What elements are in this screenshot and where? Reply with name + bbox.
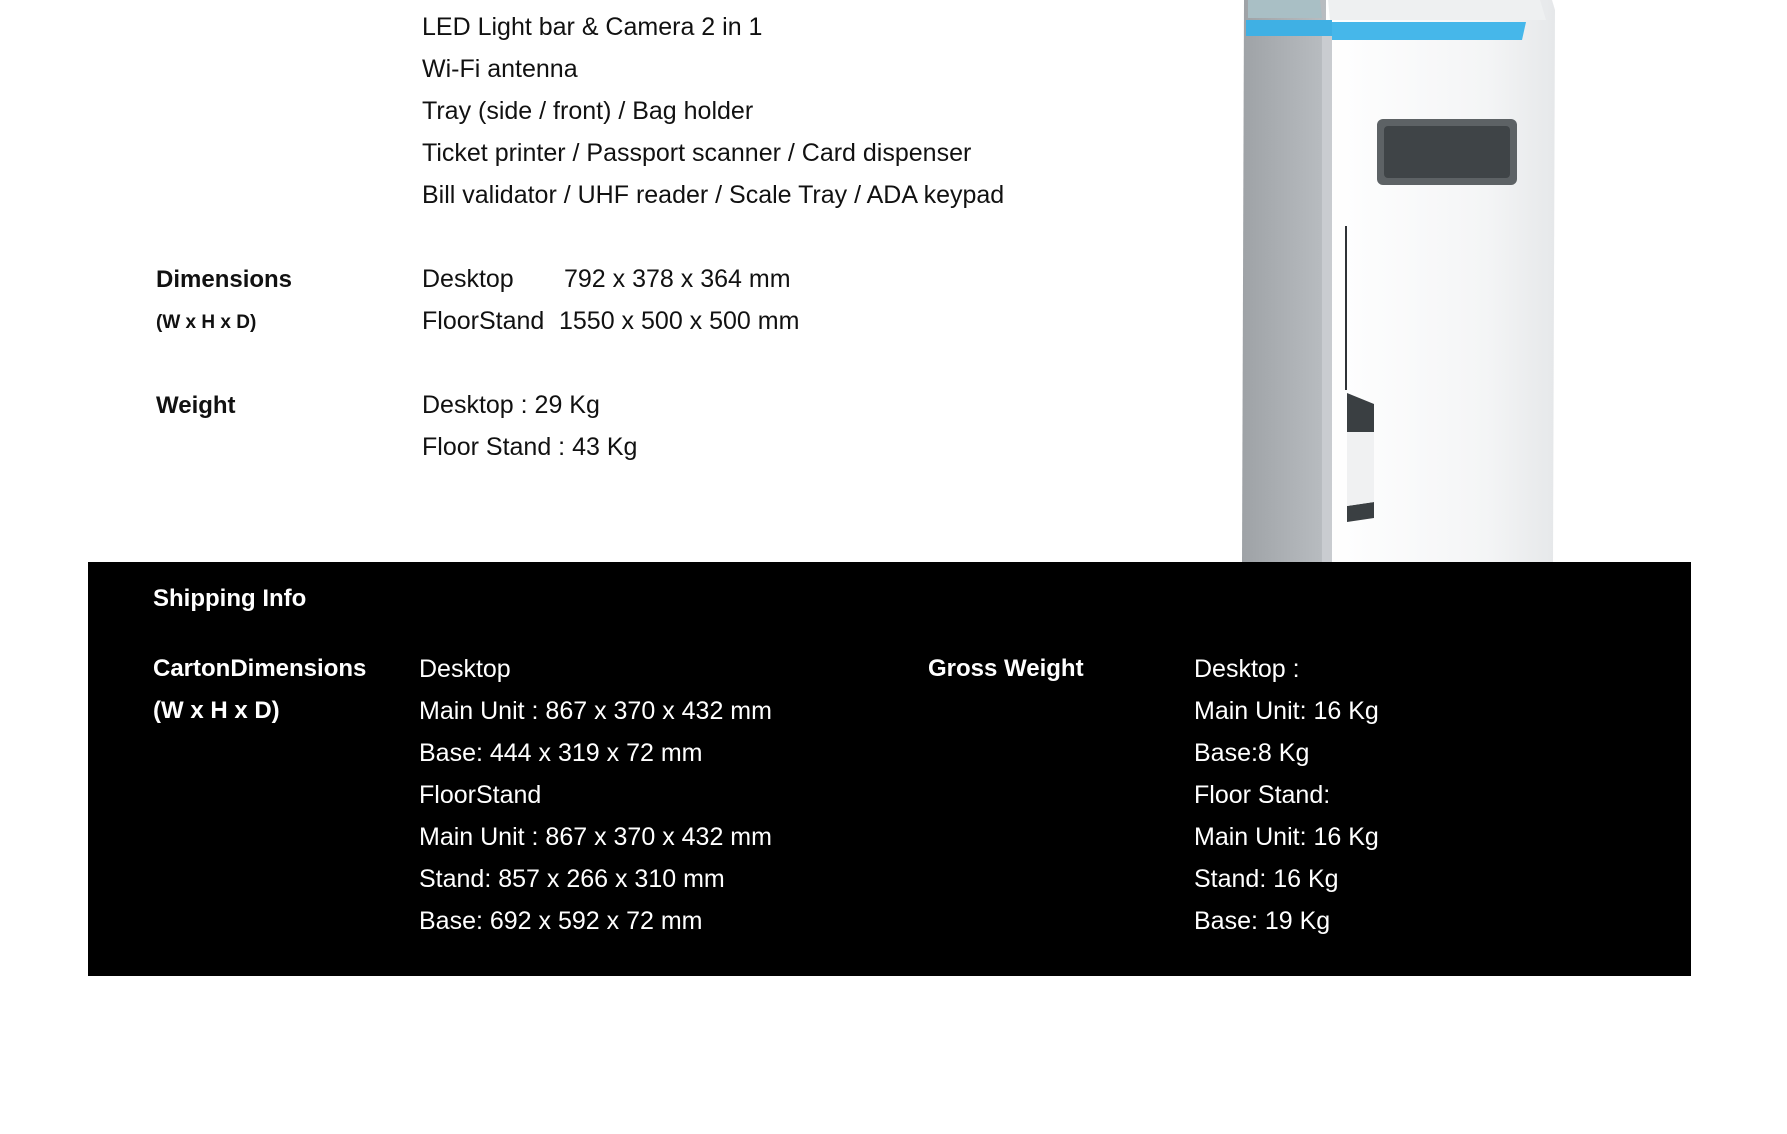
option-item: LED Light bar & Camera 2 in 1 [422,13,763,41]
dimensions-desktop-value: 792 x 378 x 364 mm [564,265,791,293]
gross-weight-list [1194,648,1379,942]
gross-weight-label: Gross Weight [928,655,1084,682]
options-list [422,6,1004,216]
option-item: Bill validator / UHF reader / Scale Tray / ADA keypad [422,181,1005,209]
dimensions-floor-row [422,300,799,342]
gross-weight-line: Main Unit: 16 Kg [1194,823,1379,851]
weight-floor-stand: Floor Stand : 43 Kg [422,433,638,461]
gross-weight-line: Base: 19 Kg [1194,907,1331,935]
carton-dimensions-sublabel: (W x H x D) [153,697,280,724]
kiosk-product-image [1240,0,1560,562]
weight-desktop: Desktop : 29 Kg [422,391,600,419]
gross-weight-line: Base:8 Kg [1194,739,1310,767]
carton-dimensions-line: Stand: 857 x 266 x 310 mm [419,865,725,893]
option-item: Wi-Fi antenna [422,55,578,83]
shipping-info-panel [88,562,1691,976]
carton-dimensions-line: Desktop [419,655,511,683]
carton-dimensions-list [419,648,772,942]
gross-weight-line: Floor Stand: [1194,781,1331,809]
carton-dimensions-line: FloorStand [419,781,542,809]
option-item: Tray (side / front) / Bag holder [422,97,754,125]
weight-label: Weight [156,392,236,419]
dimensions-label: Dimensions [156,266,293,293]
carton-dimensions-line: Base: 444 x 319 x 72 mm [419,739,703,767]
carton-dimensions-line: Base: 692 x 592 x 72 mm [419,907,703,935]
dimensions-floor-key: FloorStand [422,307,545,335]
dimensions-floor-value: 1550 x 500 x 500 mm [559,307,800,335]
shipping-info-title: Shipping Info [153,585,307,612]
gross-weight-line: Stand: 16 Kg [1194,865,1339,893]
dimensions-desktop-row [422,258,791,300]
dimensions-sublabel: (W x H x D) [156,312,257,333]
carton-dimensions-label: CartonDimensions [153,655,367,682]
gross-weight-line: Main Unit: 16 Kg [1194,697,1379,725]
carton-dimensions-line: Main Unit : 867 x 370 x 432 mm [419,697,772,725]
dimensions-desktop-key: Desktop [422,265,514,293]
option-item: Ticket printer / Passport scanner / Card dispenser [422,139,972,167]
gross-weight-line: Desktop : [1194,655,1300,683]
carton-dimensions-line: Main Unit : 867 x 370 x 432 mm [419,823,772,851]
